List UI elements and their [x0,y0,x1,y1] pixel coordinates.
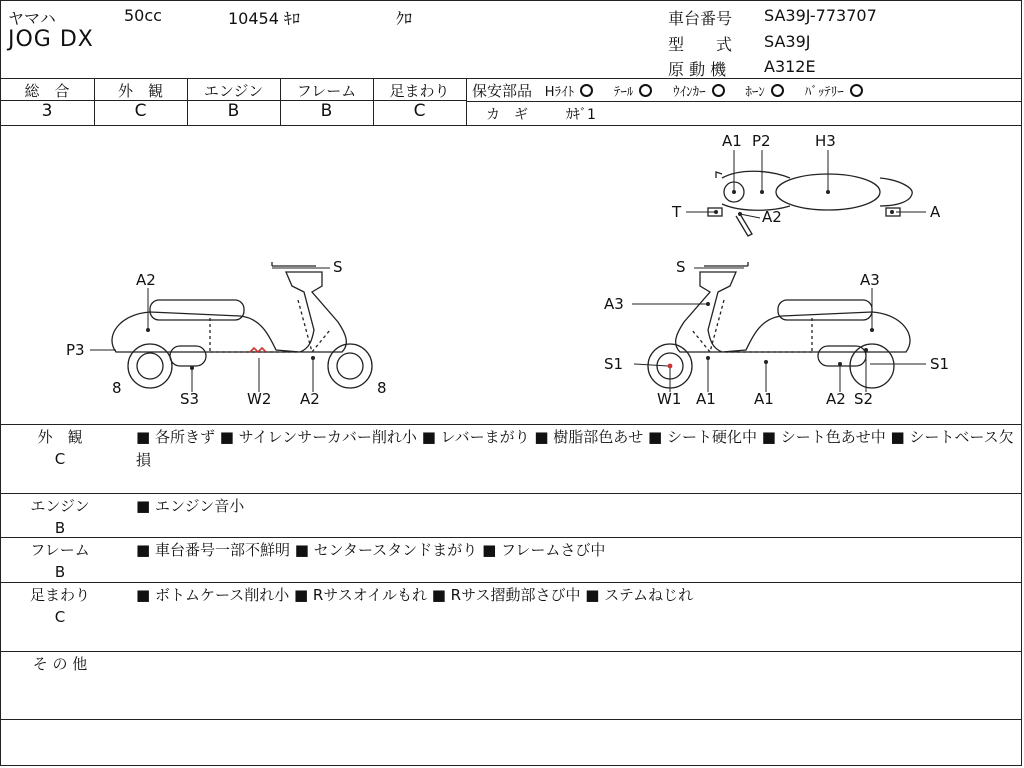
frame-section-text: ■ 車台番号一部不鮮明 ■ センタースタンドまがり ■ フレームさび中 [136,541,606,559]
front-hub-shape [337,353,363,379]
seat-shape [150,300,244,320]
grade-engine-label: エンジン [203,82,264,100]
frame-no: SA39J-773707 [764,6,877,25]
label-left-s3: S3 [180,390,200,408]
muffler-shape [170,346,206,366]
label-right-a3-right: A3 [860,271,880,289]
label-right-a1-second: A1 [754,390,774,408]
grade-overall-value: 3 [41,101,53,121]
safety-tail: ﾃｰﾙ [614,85,653,100]
label-left-s: S [333,258,343,276]
label-left-p3: P3 [66,341,85,359]
label-right-s1-right: S1 [930,355,950,373]
label-left-w2: W2 [247,390,272,408]
dashed-outline [724,318,812,352]
safety-parts [472,80,863,101]
color: ｸﾛ [396,9,413,28]
suspension-section-text: ■ ボトムケース削れ小 ■ Rサスオイルもれ ■ Rサス摺動部さび中 ■ ステムねじれ [136,586,694,604]
divider [0,78,1022,79]
safety-battery: ﾊﾞｯﾃﾘｰ [805,85,863,100]
divider [0,582,1022,583]
grade-exterior-label: 外 観 [117,82,163,100]
label-top-t: T [672,203,682,221]
label-right-s2: S2 [854,390,874,408]
label-top-a: A [930,203,941,221]
ok-circle-icon [771,84,784,97]
ok-circle-icon [639,84,652,97]
key-label: カ ギ [486,107,528,123]
safety-parts-label: 保安部品 [472,82,533,100]
grade-suspension-label: 足まわり [389,82,450,100]
divider [466,101,1022,102]
label-top-a1: A1 [722,132,742,150]
safety-headlight: Hﾗｲﾄ [545,85,593,100]
type-label: 型 式 [668,35,733,54]
label-left-8-rear: 8 [112,379,122,397]
key-value: ｶｷﾞ1 [566,107,596,123]
rear-hub-shape [137,353,163,379]
divider [0,651,1022,652]
grade-exterior-value: C [134,101,147,121]
engine-label: 原 動 機 [668,60,727,79]
seat-shape [778,300,872,320]
label-top-p2: P2 [752,132,771,150]
exterior-section-label: 外 観 C [37,428,83,468]
frame-section-label: フレーム B [30,541,90,581]
label-right-a2: A2 [826,390,846,408]
rear-wheel-shape [128,344,172,388]
label-right-s1-left: S1 [604,355,624,373]
displacement: 50cc [124,6,162,25]
label-top-a2: A2 [762,208,782,226]
grade-frame-label: フレーム [296,82,357,100]
ok-circle-icon [580,84,593,97]
divider [466,78,467,125]
exterior-section-text: ■ 各所きず ■ サイレンサーカバー削れ小 ■ レバーまがり ■ 樹脂部色あせ ■ シート硬化中 ■ シート色あせ中 ■ シートベース欠損 [136,428,1014,469]
ok-circle-icon [850,84,863,97]
grade-frame-value: B [320,101,333,121]
maker: ヤマハ [8,9,56,28]
front-wheel-shape [328,344,372,388]
engine-section-text: ■ エンジン音小 [136,497,245,515]
scooter-top-view [708,171,912,236]
suspension-section-label: 足まわり C [29,586,90,626]
handle-shape [704,262,748,266]
divider [0,424,1022,425]
type-value: SA39J [764,32,811,51]
safety-horn: ﾎｰﾝ [745,85,784,100]
label-right-a1-first: A1 [696,390,716,408]
other-section-label: そ の 他 [32,655,88,673]
safety-winker: ｳｲﾝｶｰ [673,85,725,100]
body-top-shape [722,171,912,210]
model-name: JOG DX [8,27,94,52]
label-top-h3: H3 [815,132,836,150]
divider [0,493,1022,494]
handle-shape [272,262,316,266]
mileage: 10454 ｷﾛ [228,9,300,28]
divider [0,537,1022,538]
leader-lines [90,150,926,392]
frame-no-label: 車台番号 [668,9,733,28]
label-left-8-front: 8 [377,379,387,397]
label-left-a2-top: A2 [136,271,156,289]
label-right-s: S [676,258,686,276]
divider [0,719,1022,720]
label-left-a2-bottom: A2 [300,390,320,408]
grade-overall-label: 総 合 [24,82,70,100]
engine-section-label: エンジン B [30,497,90,537]
damage-diagram [0,126,1022,424]
grade-engine-value: B [227,101,240,121]
ok-circle-icon [712,84,725,97]
engine-value: A312E [764,57,816,76]
grade-suspension-value: C [413,101,426,121]
label-right-w1: W1 [657,390,682,408]
label-right-a3-left: A3 [604,295,624,313]
